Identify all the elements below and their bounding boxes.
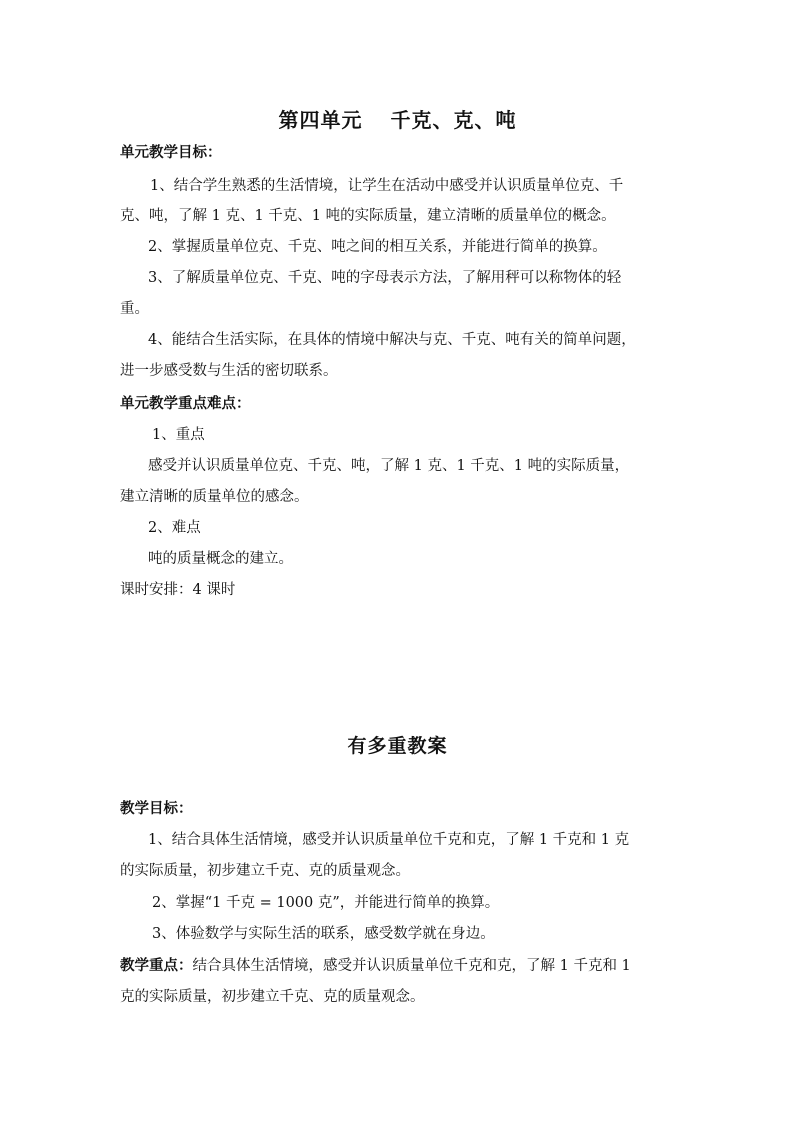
lesson-focus-label: 教学重点：: [120, 957, 193, 974]
lesson-goals-heading: 教学目标：: [120, 800, 193, 817]
keypoint-2-label: 2、难点: [148, 520, 201, 536]
lesson-goal-2: 2、掌握“1 千克 = 1000 克”，并能进行简单的换算。: [152, 895, 500, 911]
unit-goal-4-line-1: 4、能结合生活实际，在具体的情境中解决与克、千克、吨有关的简单问题，: [148, 332, 636, 348]
unit-goal-4-line-2: 进一步感受数与生活的密切联系。: [120, 363, 338, 379]
lesson-goal-3: 3、体验数学与实际生活的联系，感受数学就在身边。: [152, 926, 495, 942]
lesson-focus-text: 结合具体生活情境，感受并认识质量单位千克和克，了解 1 千克和 1: [192, 958, 631, 974]
lesson-schedule: 课时安排：4 课时: [120, 582, 236, 598]
unit-goal-1-line-2: 克、吨，了解 1 克、1 千克、1 吨的实际质量，建立清晰的质量单位的概念。: [120, 208, 616, 224]
lesson-goal-1-line-2: 的实际质量，初步建立千克、克的质量观念。: [120, 863, 410, 879]
unit-goal-1-line-1: 1、结合学生熟悉的生活情境，让学生在活动中感受并认识质量单位克、千: [150, 178, 624, 194]
keypoint-2-text: 吨的质量概念的建立。: [148, 551, 293, 567]
unit-goals-heading: 单元教学目标：: [120, 144, 222, 161]
unit-title-topic: 千克、克、吨: [390, 108, 517, 132]
unit-goal-2: 2、掌握质量单位克、千克、吨之间的相互关系，并能进行简单的换算。: [148, 239, 607, 255]
lesson-title: 有多重教案: [347, 735, 448, 757]
unit-goal-3-line-1: 3、了解质量单位克、千克、吨的字母表示方法，了解用秤可以称物体的轻: [148, 270, 622, 286]
lesson-goal-1-line-1: 1、结合具体生活情境，感受并认识质量单位千克和克，了解 1 千克和 1 克: [148, 832, 630, 848]
unit-title-number: 第四单元: [278, 108, 363, 132]
keypoint-1-label: 1、重点: [152, 427, 205, 443]
unit-goal-3-line-2: 重。: [120, 301, 149, 317]
keypoint-1-line-2: 建立清晰的质量单位的感念。: [120, 489, 309, 505]
lesson-focus-line-2: 克的实际质量，初步建立千克、克的质量观念。: [120, 989, 425, 1005]
unit-title: [120, 104, 675, 133]
unit-keypoints-heading: 单元教学重点难点：: [120, 395, 251, 412]
keypoint-1-line-1: 感受并认识质量单位克、千克、吨，了解 1 克、1 千克、1 吨的实际质量，: [148, 458, 630, 474]
lesson-focus-line-1: [120, 956, 631, 976]
